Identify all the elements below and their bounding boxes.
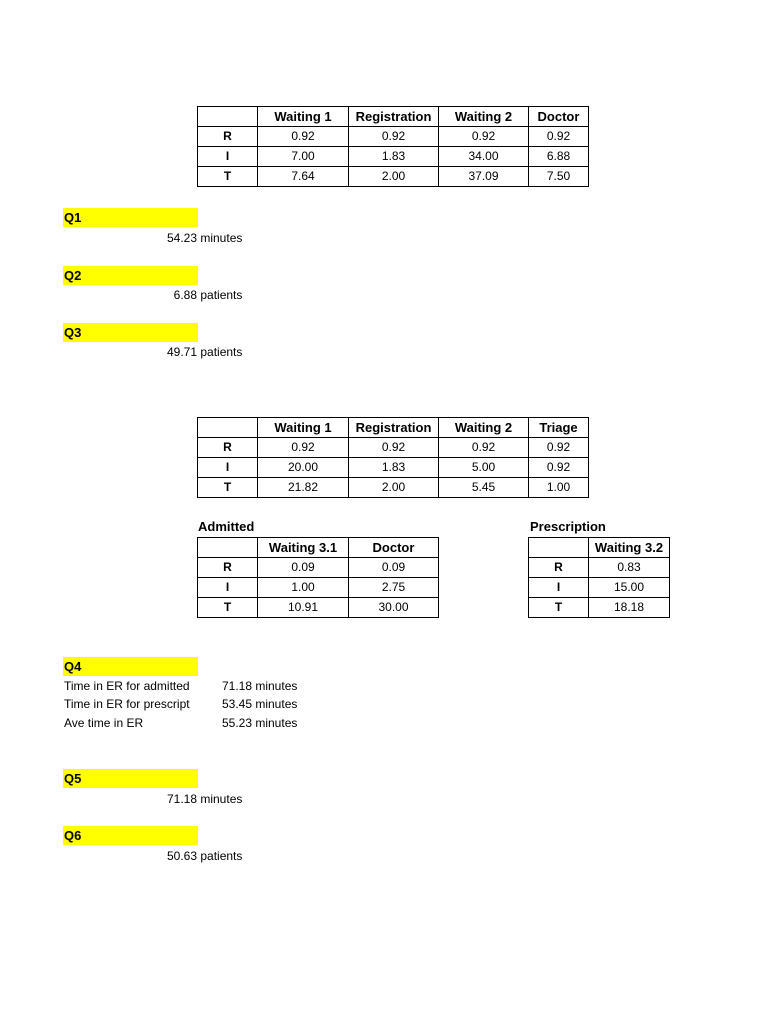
- table-cell: 0.92: [529, 438, 589, 458]
- table-cell: 0.83: [589, 558, 670, 578]
- header-cell: Waiting 3.1: [258, 538, 349, 558]
- table-cell: 7.50: [529, 167, 589, 187]
- row-label: R: [198, 438, 258, 458]
- q4-line-text: Time in ER for prescript: [64, 697, 190, 711]
- table-cell: 0.92: [529, 458, 589, 478]
- q3-unit: patients: [200, 345, 243, 359]
- table-header-row: [529, 538, 670, 558]
- table-row: [529, 578, 670, 598]
- row-label: T: [198, 598, 258, 618]
- header-cell: [198, 107, 258, 127]
- header-cell: Waiting 1: [258, 107, 349, 127]
- table-row: [198, 438, 589, 458]
- row-label: T: [198, 167, 258, 187]
- table-cell: 5.45: [439, 478, 529, 498]
- q3-label: Q3: [63, 323, 198, 342]
- q4-line-value: 53.45: [221, 697, 252, 711]
- row-label: R: [198, 127, 258, 147]
- table-cell: 5.00: [439, 458, 529, 478]
- q4-line-unit: minutes: [255, 697, 298, 711]
- q5-unit: minutes: [200, 792, 243, 806]
- table-header-row: [198, 107, 589, 127]
- row-label: R: [529, 558, 589, 578]
- q4-label: Q4: [63, 657, 198, 676]
- table-cell: 30.00: [349, 598, 439, 618]
- q6-unit: patients: [200, 849, 243, 863]
- table-1: [197, 106, 589, 187]
- table-cell: 0.92: [529, 127, 589, 147]
- q4-line-unit: minutes: [255, 716, 298, 730]
- row-label: T: [198, 478, 258, 498]
- admitted-table: [197, 537, 439, 618]
- table-cell: 1.00: [529, 478, 589, 498]
- q4-line-text: Ave time in ER: [64, 716, 144, 730]
- table-row: [529, 598, 670, 618]
- header-cell: [529, 538, 589, 558]
- q5-label: Q5: [63, 769, 198, 788]
- table-cell: 20.00: [258, 458, 349, 478]
- table-cell: 34.00: [439, 147, 529, 167]
- q2-unit: patients: [200, 288, 243, 302]
- table-row: [198, 578, 439, 598]
- table-cell: 0.09: [349, 558, 439, 578]
- table-cell: 0.92: [439, 438, 529, 458]
- table-header-row: [198, 418, 589, 438]
- q2-value: 6.88: [173, 288, 197, 302]
- prescription-caption: Prescription: [530, 519, 606, 534]
- table-row: [198, 598, 439, 618]
- q1-value: 54.23: [166, 231, 197, 245]
- table-cell: 0.09: [258, 558, 349, 578]
- table-row: [198, 167, 589, 187]
- table-cell: 1.83: [349, 147, 439, 167]
- table-row: [198, 558, 439, 578]
- table-cell: 7.00: [258, 147, 349, 167]
- q4-line-text: Time in ER for admitted: [64, 679, 190, 693]
- row-label: I: [198, 147, 258, 167]
- header-cell: Waiting 1: [258, 418, 349, 438]
- table-2: [197, 417, 589, 498]
- table-row: [198, 458, 589, 478]
- header-cell: Waiting 3.2: [589, 538, 670, 558]
- header-cell: [198, 538, 258, 558]
- row-label: I: [198, 458, 258, 478]
- q4-line-value: 55.23: [221, 716, 252, 730]
- row-label: I: [198, 578, 258, 598]
- header-cell: [198, 418, 258, 438]
- header-cell: Waiting 2: [439, 418, 529, 438]
- header-cell: Registration: [349, 107, 439, 127]
- prescription-table: [528, 537, 670, 618]
- q6-label: Q6: [63, 826, 198, 845]
- table-cell: 2.00: [349, 478, 439, 498]
- q4-line-answer: [205, 677, 297, 695]
- q5-value: 71.18: [166, 792, 197, 806]
- q2-answer: [150, 286, 242, 304]
- q6-answer: [150, 847, 242, 865]
- table-cell: 1.00: [258, 578, 349, 598]
- q3-value: 49.71: [166, 345, 197, 359]
- q5-answer: [150, 790, 242, 808]
- table-cell: 0.92: [349, 438, 439, 458]
- table-cell: 0.92: [349, 127, 439, 147]
- q4-line-answer: [205, 695, 297, 713]
- row-label: R: [198, 558, 258, 578]
- table-row: [198, 147, 589, 167]
- q3-answer: [150, 343, 242, 361]
- q1-label: Q1: [63, 208, 198, 227]
- q4-line-answer: [205, 714, 297, 732]
- table-row: [198, 478, 589, 498]
- table-cell: 15.00: [589, 578, 670, 598]
- table-header-row: [198, 538, 439, 558]
- q4-line-value: 71.18: [221, 679, 252, 693]
- table-cell: 7.64: [258, 167, 349, 187]
- table-row: [529, 558, 670, 578]
- table-row: [198, 127, 589, 147]
- table-cell: 6.88: [529, 147, 589, 167]
- row-label: T: [529, 598, 589, 618]
- q2-label: Q2: [63, 266, 198, 285]
- q1-answer: [150, 229, 242, 247]
- table-cell: 2.75: [349, 578, 439, 598]
- q4-line-unit: minutes: [255, 679, 298, 693]
- table-cell: 10.91: [258, 598, 349, 618]
- table-cell: 0.92: [439, 127, 529, 147]
- header-cell: Doctor: [529, 107, 589, 127]
- header-cell: Waiting 2: [439, 107, 529, 127]
- q6-value: 50.63: [166, 849, 197, 863]
- table-cell: 1.83: [349, 458, 439, 478]
- row-label: I: [529, 578, 589, 598]
- table-cell: 18.18: [589, 598, 670, 618]
- table-cell: 21.82: [258, 478, 349, 498]
- admitted-caption: Admitted: [198, 519, 255, 534]
- table-cell: 2.00: [349, 167, 439, 187]
- table-cell: 0.92: [258, 127, 349, 147]
- table-cell: 37.09: [439, 167, 529, 187]
- header-cell: Triage: [529, 418, 589, 438]
- header-cell: Doctor: [349, 538, 439, 558]
- table-cell: 0.92: [258, 438, 349, 458]
- q1-unit: minutes: [200, 231, 243, 245]
- header-cell: Registration: [349, 418, 439, 438]
